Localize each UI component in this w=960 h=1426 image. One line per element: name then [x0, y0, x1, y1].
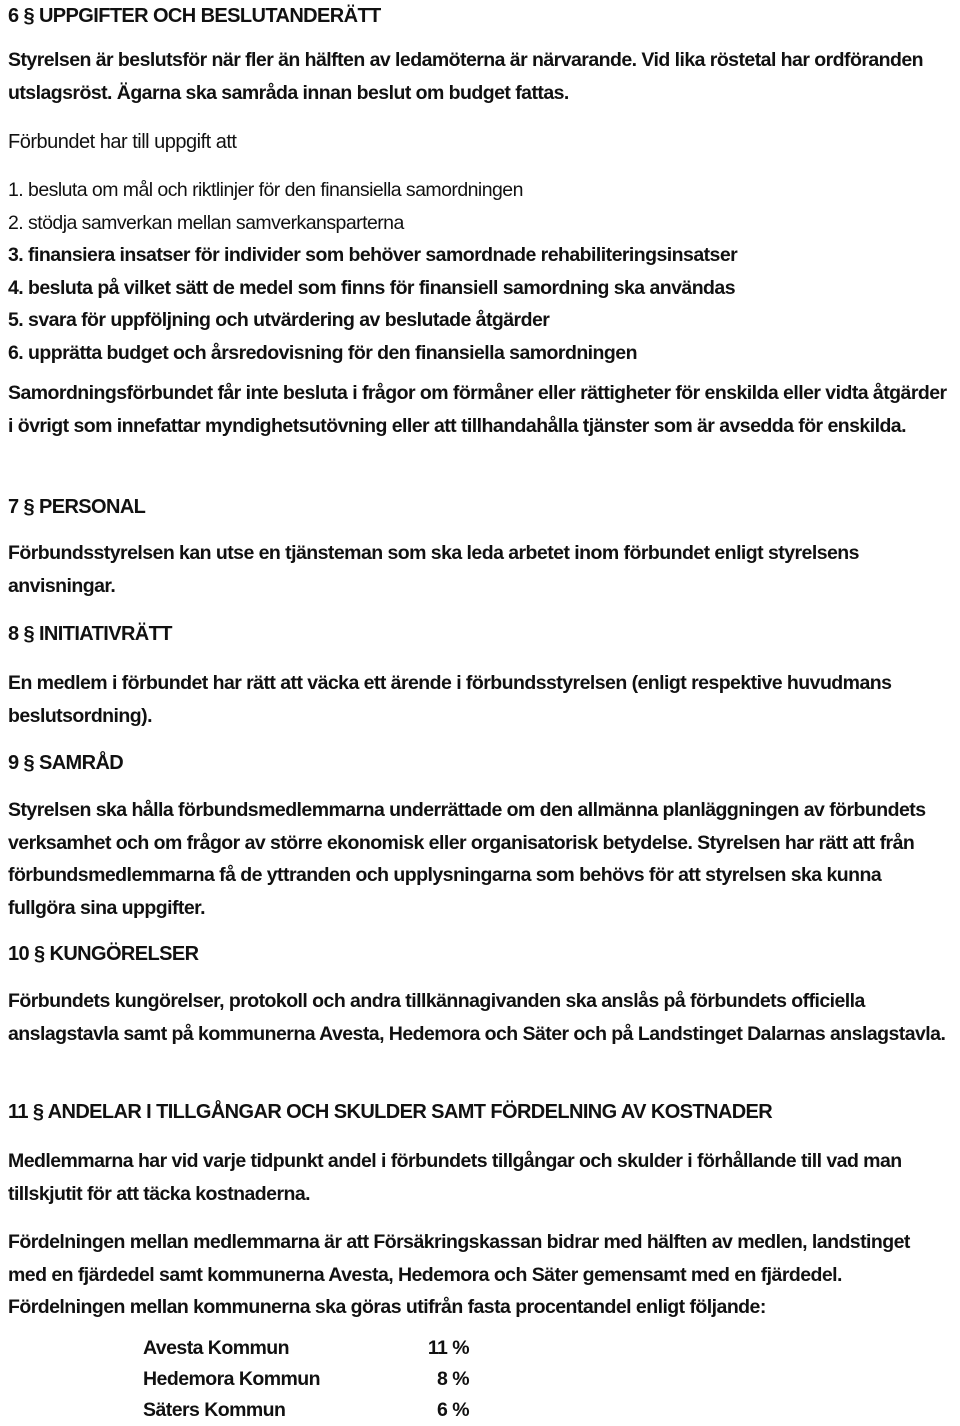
- table-row: [143, 1364, 469, 1395]
- section-10-paragraph: Förbundets kungörelser, protokoll och andra tillkännagivanden ska anslås på förbundets officiella anslagstavla samt på kommunerna Avesta, Hedemora och Säter och på Landstinget Dalarnas anslagstavla.: [8, 990, 946, 1045]
- list-item: 6. upprätta budget och årsredovisning för den finansiella samordningen: [8, 341, 637, 364]
- section-8-paragraph: En medlem i förbundet har rätt att väcka ett ärende i förbundsstyrelsen (enligt respektive huvudmans beslutsordning).: [8, 672, 892, 727]
- municipality-share: 8 %: [437, 1368, 469, 1390]
- section-7-heading: 7 § PERSONAL: [8, 496, 146, 518]
- municipality-name: Hedemora Kommun: [143, 1368, 321, 1390]
- list-item: 4. besluta på vilket sätt de medel som finns för finansiell samordning ska användas: [8, 276, 736, 299]
- section-6-task-list: [8, 174, 737, 369]
- municipality-name: Säters Kommun: [143, 1399, 286, 1421]
- section-9-heading: 9 § SAMRÅD: [8, 752, 124, 774]
- section-11-paragraph-1: Medlemmarna har vid varje tidpunkt andel i förbundets tillgångar och skulder i förhållande till vad man tillskjutit för att täcka kostnaderna.: [8, 1150, 902, 1205]
- section-9-paragraph: Styrelsen ska hålla förbundsmedlemmarna underrättade om den allmänna planläggningen av förbundets verksamhet och om frågor av större ekonomisk eller organisatorisk betydelse. Styrelsen har rätt att från förbundsmedlemmarna få de yttranden och upplysningarna som behövs för att styrelsen ska kunna fullgöra sina uppgifter.: [8, 799, 926, 919]
- municipality-name: Avesta Kommun: [143, 1337, 289, 1359]
- section-11-heading: 11 § ANDELAR I TILLGÅNGAR OCH SKULDER SAMT FÖRDELNING AV KOSTNADER: [8, 1101, 773, 1123]
- municipality-share: 11 %: [427, 1337, 469, 1359]
- list-item: 1. besluta om mål och riktlinjer för den finansiella samordningen: [8, 179, 523, 201]
- municipality-share: 6 %: [437, 1399, 469, 1421]
- section-8-heading: 8 § INITIATIVRÄTT: [8, 623, 172, 645]
- section-7-paragraph: Förbundsstyrelsen kan utse en tjänsteman som ska leda arbetet inom förbundet enligt styrelsens anvisningar.: [8, 542, 859, 597]
- section-6-paragraph-1: Styrelsen är beslutsför när fler än hälften av ledamöterna är närvarande. Vid lika röstetal har ordföranden utslagsröst. Ägarna ska samråda innan beslut om budget fattas.: [8, 49, 924, 104]
- section-11-paragraph-2: Fördelningen mellan medlemmarna är att Försäkringskassan bidrar med hälften av medlen, landstinget med en fjärdedel samt kommunerna Avesta, Hedemora och Säter gemensamt med en fjärdedel. Fördelningen mellan kommunerna ska göras utifrån fasta procentandel enligt följande:: [8, 1231, 910, 1318]
- list-item: 5. svara för uppföljning och utvärdering av beslutade åtgärder: [8, 309, 550, 331]
- section-6-paragraph-2: Samordningsförbundet får inte besluta i frågor om förmåner eller rättigheter för enskilda eller vidta åtgärder i övrigt som innefattar myndighetsutövning eller att tillhandahålla tjänster som är avsedda för enskilda.: [8, 382, 947, 437]
- list-item: 3. finansiera insatser för individer som behöver samordnade rehabiliteringsinsatser: [8, 244, 738, 266]
- table-row: [143, 1395, 469, 1426]
- list-item: 2. stödja samverkan mellan samverkansparterna: [8, 211, 404, 234]
- section-6-heading: 6 § UPPGIFTER OCH BESLUTANDERÄTT: [8, 5, 381, 27]
- cost-distribution-table: [143, 1333, 469, 1426]
- section-6-intro: Förbundet har till uppgift att: [8, 131, 237, 153]
- section-10-heading: 10 § KUNGÖRELSER: [8, 943, 199, 965]
- table-row: [143, 1333, 469, 1364]
